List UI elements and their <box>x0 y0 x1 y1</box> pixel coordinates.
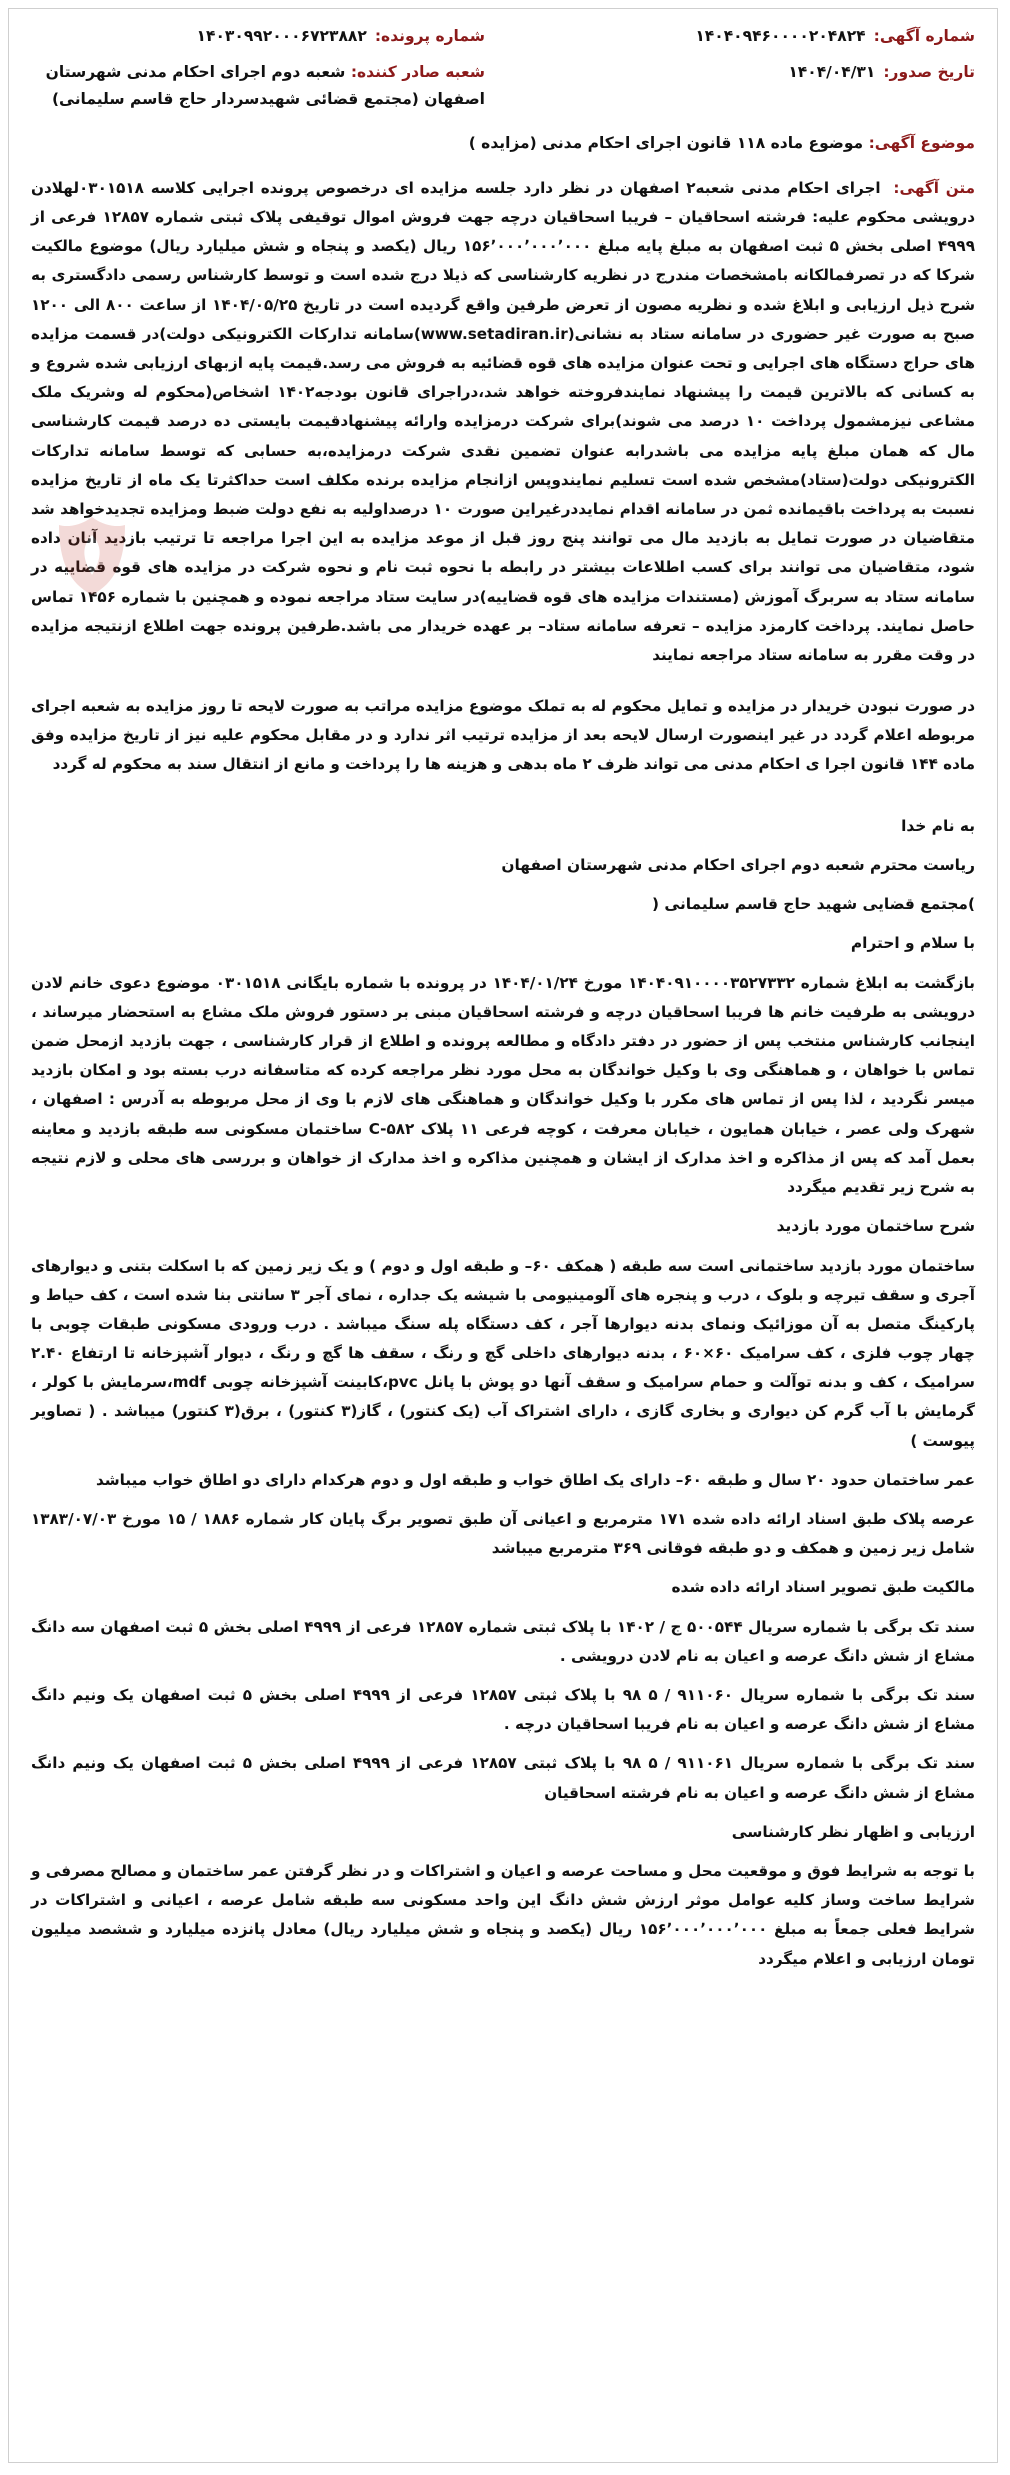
red-emblem-watermark-icon <box>55 513 129 599</box>
building-description: ساختمان مورد بازدید ساختمانی است سه طبقه ( همکف ۶۰– و طبقه اول و دوم ) و یک زیر زمین که با اسکلت بتنی و دیوارهای آجری و سقف تیرچه و بلوک ، درب و پنجره های آلومینیومی با شیشه یک جداره ، نمای آجر ۳ سانتی بنا شده است ، کف حیاط و پارکینگ متصل به آن موزائیک ونمای بدنه دیوارها آجر ، کف دستگاه پله سنگ میباشد . درب ورودی مسکونی طبقات چوبی با چهار چوب فلزی ، کف سرامیک ۶۰×۶۰ ، بدنه دیوارهای داخلی گچ و رنگ ، سقف ها گچ و رنگ ، دیوار آشپزخانه تا ارتفاع ۲.۴۰ سرامیک ، کف و بدنه توآلت و حمام سرامیک و سقف آنها دو پوش با پانل pvc،کابینت آشپزخانه چوبی mdf،سرمایش با کولر ، گرمایش با آب گرم کن دیواری و بخاری گازی ، دارای اشتراک آب (یک کنتور) ، گاز(۳ کنتور) ، برق(۳ کنتور) میباشد . ( تصاویر پیوست ) <box>31 1256 975 1450</box>
ad-number-label: شماره آگهی: <box>873 27 975 45</box>
case-number-label: شماره پرونده: <box>374 27 485 45</box>
notice-body <box>31 174 975 670</box>
letter-addressee: ریاست محترم شعبه دوم اجرای احکام مدنی شهرستان اصفهان <box>501 855 975 874</box>
notice-text-part1: اجرای احکام مدنی شعبه۲ اصفهان در نظر دارد جلسه مزایده ای درخصوص پرونده اجرایی کلاسه ۰۳۰۱۵۱۸لهلادن درویشی محکوم علیه: فرشته اسحاقیان – فریبا اسحاقیان درچه جهت فروش اموال توقیفی پلاک ثبتی شماره ۱۲۸۵۷ فرعی از ۴۹۹۹ اصلی بخش ۵ ثبت اصفهان به مبلغ پایه مبلغ ۱۵۶٬۰۰۰٬۰۰۰٬۰۰۰ ریال (یکصد و پنجاه و شش میلیارد ریال) موضوع مالکیت شرکا که در تصرفمالکانه بامشخصات مندرج در نظریه کارشناسی که ذیلا درج شده است و توسط کارشناس رسمی دادگستری به شرح ذیل ارزیابی و ابلاغ شده و نظریه مصون از تعرض طرفین واقع گردیده است در تاریخ ۱۴۰۴/۰۵/۲۵ از ساعت ۸۰۰ الی ۱۲۰۰ صبح به صورت غیر حضوری در سامانه ستاد به نشانی( <box>31 178 975 343</box>
deed-item: سند تک برگی با شماره سریال ۵۰۰۵۴۴ ج / ۱۴۰۲ با پلاک ثبتی شماره ۱۲۸۵۷ فرعی از ۴۹۹۹ اصلی بخش ۵ ثبت اصفهان سه دانگ مشاع از شش دانگ عرصه و اعیان به نام لادن درویشی . <box>31 1617 976 1665</box>
building-heading: شرح ساختمان مورد بازدید <box>776 1217 975 1236</box>
appraisal-heading: ارزیابی و اظهار نظر کارشناسی <box>731 1822 975 1841</box>
appraisal-text: با توجه به شرایط فوق و موقعیت محل و مساحت عرصه و اعیان و اشتراکات و در نظر گرفتن عمر ساختمان و مصالح مصرفی و شرایط ساخت وساز کلیه عوامل موثر ارزش شش دانگ این واحد مسکونی سه طبقه شامل عرصه ، اعیانی و اشتراکات در شرایط فعلی جمعاً به مبلغ ۱۵۶٬۰۰۰٬۰۰۰٬۰۰۰ ریال (یکصد و پنجاه و شش میلیارد ریال) معادل پانزده میلیارد و ششصد میلیون تومان ارزیابی و اعلام میگردد <box>31 1862 975 1968</box>
letter-complex: )مجتمع قضایی شهید حاج قاسم سلیمانی ( <box>652 895 975 914</box>
issuer-value: شعبه دوم اجرای احکام مدنی شهرستان اصفهان (مجتمع قضائی شهیدسردار حاج قاسم سلیمانی) <box>45 63 485 108</box>
deed-item: سند تک برگی با شماره سریال ۹۱۱۰۶۱ / ۵ ۹۸ با پلاک ثبتی ۱۲۸۵۷ فرعی از ۴۹۹۹ اصلی بخش ۵ ثبت اصفهان یک ونیم دانگ مشاع از شش دانگ عرصه و اعیان به نام فرشته اسحاقیان <box>31 1754 976 1802</box>
issue-date-row <box>521 59 975 112</box>
letter-body: بازگشت به ابلاغ شماره ۱۴۰۴۰۹۱۰۰۰۰۳۵۲۷۳۳۲ مورخ ۱۴۰۴/۰۱/۲۴ در پرونده با شماره بایگانی ۰۳۰۱۵۱۸ موضوع دعوی خانم لادن درویشی به طرفیت خانم ها فریبا اسحاقیان درچه و فرشته اسحاقیان مبنی بر دستور فروش ملک مشاع به استحضار میرساند ، اینجانب کارشناس منتخب پس از حضور در دفتر دادگاه و مطالعه پرونده و اطلاع از قرار کارشناسی ، جهت بازدید ازمحل ضمن تماس با خواهان ، و هماهنگی وی با وکیل خواندگان به محل مورد نظر مراجعه کرده که متاسفانه درب بسته بود و امکان بازدید میسر نگردید ، لذا پس از تماس های مکرر با وکیل خواندگان و هماهنگی های لازم با وی از محل مربوطه به آدرس : اصفهان ، شهرک ولی عصر ، خیابان همایون ، خیابان معرفت ، کوچه فرعی ۱۱ پلاک C-۵۸۲ ساختمان مسکونی سه طبقه بازدید و معاینه بعمل آمد که پس از مذاکره و اخذ مدارک از ایشان و همچنین مذاکره و اخذ مدارک از خواهان و بررسی های محلی و لازم نتیجه به شرح زیر تقدیم میگردد <box>31 973 975 1197</box>
bismillah-heading: به نام خدا <box>901 816 975 835</box>
ad-number-row <box>521 23 975 49</box>
subject-row <box>31 130 975 158</box>
notice-page <box>8 8 998 2463</box>
notice-text-part2: )سامانه تدارکات الکترونیکی دولت)در قسمت مزایده های حراج دستگاه های اجرایی و تحت عنوان مزایده های قوه قضائیه به فروش می رسد.قیمت پایه ازبهای ارزیابی شده شروع و به کسانی که بالاترین قیمت را پیشنهاد نمایندفروخته خواهد شد،دراجرای قانون بودجه۱۴۰۲ اشخاص(محکوم له وشریک ملک مشاعی نیزمشمول پرداخت ۱۰ درصد می شوند)برای شرکت درمزایده وارائه پیشنهادقیمت بایستی ده درصد قیمت کارشناسی مال که همان مبلغ پایه مزایده می باشدرابه عنوان تضمین نقدی شرکت درمزایده،به حسابی که توسط سامانه تدارکات الکترونیکی دولت(ستاد)مشخص شده است تسلیم نمایندوپس ازانجام مزایده برنده مکلف است حداکثرتا یک ماه از تاریخ مزایده نسبت به پرداخت باقیمانده ثمن در سامانه اقدام نمایددرغیراین صورت ۱۰ درصداولیه به نفع دولت ضبط ومزایده تجدیدخواهد شد متقاضیان در صورت تمایل به بازدید مال می توانند پنج روز قبل از موعد مزایده به این اجرا مراجعه تا ترتیب بازدید آنان داده شود، متقاضیان می توانند برای کسب اطلاعات بیشتر در رابطه با نحوه ثبت نام و نحوه شرکت در مزایده های قوه قضاییه در سامانه ستاد به سربرگ آموزش (مستندات مزایده های قوه قضاییه)در سایت ستاد مراجعه نموده و همچنین با شماره ۱۴۵۶ تماس حاصل نمایند. پرداخت کارمزد مزایده – تعرفه سامانه ستاد– بر عهده خریدار می باشد.طرفین پرونده جهت اطلاع ازنتیجه مزایده در وقت مقرر به سامانه ستاد مراجعه نمایند <box>31 324 975 664</box>
ad-number-value: ۱۴۰۴۰۹۴۶۰۰۰۰۲۰۴۸۲۴ <box>695 27 866 45</box>
issuer-row <box>31 59 485 112</box>
case-number-value: ۱۴۰۳۰۹۹۲۰۰۰۶۷۲۳۸۸۲ <box>196 27 367 45</box>
building-area: عرصه پلاک طبق اسناد ارائه داده شده ۱۷۱ مترمربع و اعیانی آن طبق تصویر برگ پایان کار شماره ۱۸۸۶ / ۱۵ مورخ ۱۳۸۳/۰۷/۰۳ شامل زیر زمین و همکف و دو طبقه فوقانی ۳۶۹ مترمربع میباشد <box>31 1510 975 1558</box>
ownership-heading: مالکیت طبق تصویر اسناد ارائه داده شده <box>671 1578 975 1597</box>
subject-value: موضوع ماده ۱۱۸ قانون اجرای احکام مدنی (مزایده ) <box>468 134 864 153</box>
issue-date-label: تاریخ صدور: <box>883 63 975 82</box>
issue-date-value: ۱۴۰۴/۰۴/۳۱ <box>788 63 876 82</box>
letter-greeting: با سلام و احترام <box>850 934 975 953</box>
setad-url-link[interactable]: www.setadiran.ir <box>420 324 568 343</box>
deed-item: سند تک برگی با شماره سریال ۹۱۱۰۶۰ / ۵ ۹۸ با پلاک ثبتی ۱۲۸۵۷ فرعی از ۴۹۹۹ اصلی بخش ۵ ثبت اصفهان یک ونیم دانگ مشاع از شش دانگ عرصه و اعیان به نام فریبا اسحاقیان درچه . <box>31 1686 976 1734</box>
case-number-row <box>31 23 485 49</box>
issuer-label: شعبه صادر کننده: <box>350 63 485 82</box>
subject-label: موضوع آگهی: <box>868 134 975 153</box>
notice-label: متن آگهی: <box>893 178 975 197</box>
building-age: عمر ساختمان حدود ۲۰ سال و طبقه ۶۰– دارای یک اطاق خواب و طبقه اول و دوم هرکدام دارای دو اطاق خواب میباشد <box>95 1470 975 1489</box>
no-buyer-paragraph: در صورت نبودن خریدار در مزایده و تمایل محکوم له به تملک موضوع مزایده مراتب به صورت لایحه تا روز مزایده به شعبه اجرای مربوطه اعلام گردد در غیر اینصورت ارسال لایحه بعد از مزایده ترتیب اثر ندارد و در مقابل محکوم علیه نیز از تاریخ مزایده وفق ماده ۱۴۴ قانون اجرا ی احکام مدنی می تواند ظرف ۲ ماه بدهی و هزینه ها را پرداخت و مانع از انتقال سند به محکوم له گردد <box>31 697 975 774</box>
header-grid <box>31 23 975 112</box>
